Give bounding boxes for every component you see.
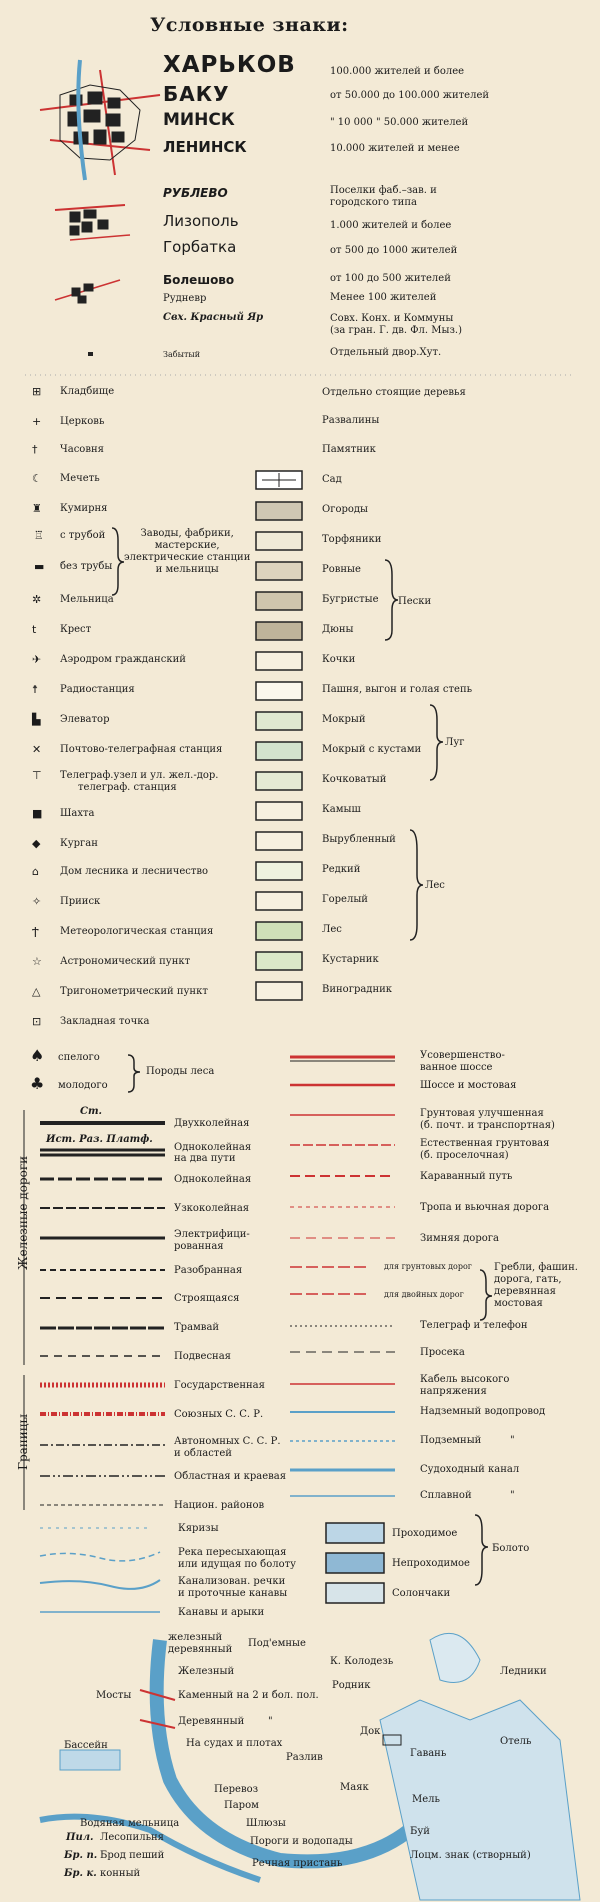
tree-young-icon: ♣: [30, 1074, 45, 1093]
bottom-label: Бассейн: [64, 1740, 108, 1751]
rail-label: Одноколейная: [174, 1142, 252, 1153]
road-label: Зимняя дорога: [420, 1233, 499, 1244]
bottom-abbr: Бр. п.: [64, 1850, 98, 1861]
settlement-name: РУБЛЕВО: [163, 186, 228, 200]
road-label: Гребли, фашин.: [494, 1262, 578, 1273]
road-label: Шоссе и мостовая: [420, 1080, 517, 1091]
group-sands: Пески: [398, 596, 432, 607]
left-symbol-label: Курган: [60, 838, 98, 849]
road-label: Усовершенство-: [420, 1050, 505, 1061]
left-symbol-label: Прииск: [60, 896, 101, 907]
settlement-desc: " 10 000 " 50.000 жителей: [330, 117, 469, 128]
road-label: (б. почт. и транспортная): [420, 1120, 555, 1131]
right-symbol-label: Дюны: [322, 624, 354, 635]
forest-old: молодого: [58, 1080, 108, 1091]
factories-line: и мельницы: [155, 564, 219, 575]
border-label: Союзных С. С. Р.: [174, 1409, 264, 1420]
road-label: напряжения: [420, 1386, 487, 1397]
settlement-desc: 100.000 жителей и более: [330, 66, 465, 77]
bottom-label: Гавань: [410, 1748, 447, 1759]
border-lines: [40, 1385, 165, 1505]
road-label: Тропа и вьючная дорога: [420, 1202, 550, 1213]
bottom-label: На судах и плотах: [186, 1738, 283, 1749]
rail-label: Узкоколейная: [174, 1203, 250, 1214]
bottom-label: Родник: [332, 1680, 371, 1691]
left-symbol-label: Крест: [60, 624, 92, 635]
right-symbol-label: Торфяники: [322, 534, 382, 545]
road-label: для грунтовых дорог: [384, 1262, 472, 1271]
bottom-label: Буй: [410, 1826, 430, 1837]
bottom-label: Мосты: [96, 1690, 132, 1701]
bottom-label: ": [268, 1716, 273, 1727]
right-symbol-label: Кочковатый: [322, 774, 387, 785]
bottom-abbr: Бр. к.: [64, 1868, 97, 1879]
bottom-label: Маяк: [340, 1782, 369, 1793]
right-symbol-label: Отдельно стоящие деревья: [322, 387, 466, 398]
settlement-desc: 10.000 жителей и менее: [330, 143, 460, 154]
bottom-label: Речная пристань: [252, 1858, 343, 1869]
right-symbol-label: Вырубленный: [322, 834, 396, 845]
right-symbol-label: Горелый: [322, 894, 368, 905]
bottom-label: Разлив: [286, 1752, 323, 1763]
left-symbol-label: Мельница: [60, 594, 114, 605]
bottom-abbr: Пил.: [66, 1832, 94, 1843]
right-symbol-label: Развалины: [322, 415, 380, 426]
settlement-name: Горбатка: [163, 238, 237, 256]
settlement-desc: Поселки фаб.–зав. и: [330, 185, 437, 196]
border-label: и областей: [174, 1448, 232, 1459]
forest-types: Породы леса: [146, 1066, 215, 1077]
left-symbol-label: без трубы: [60, 561, 113, 572]
bottom-label: Мель: [412, 1794, 440, 1805]
road-label: Судоходный канал: [420, 1464, 520, 1475]
borders-side-label: Границы: [16, 1413, 30, 1470]
left-symbol-icon: ■: [32, 807, 43, 820]
road-label: Естественная грунтовая: [420, 1138, 550, 1149]
road-label: ": [510, 1490, 515, 1501]
settlement-desc: Совх. Конх. и Коммуны: [330, 313, 454, 324]
factories-line: электрические станции: [124, 552, 251, 563]
settlement-desc: Отдельный двор.Хут.: [330, 347, 442, 358]
left-symbol-icon: ✧: [32, 895, 42, 908]
settlement-name: ЛЕНИНСК: [163, 138, 247, 156]
left-symbol-icon: ♖: [34, 529, 44, 542]
border-label: Национ. районов: [174, 1500, 265, 1511]
settlement-desc: (за гран. Г. дв. Фл. Мыз.): [330, 325, 462, 336]
rail-label: Разобранная: [174, 1265, 243, 1276]
left-symbol-label: Кумирня: [60, 503, 108, 514]
left-symbol-icon: ⊞: [32, 385, 42, 398]
settlement-desc: 1.000 жителей и более: [330, 220, 452, 231]
road-lines: [290, 1057, 395, 1496]
rail-label: Одноколейная: [174, 1174, 252, 1185]
village-plan-small: [55, 280, 120, 303]
left-symbol-icon: ☨: [32, 683, 38, 696]
left-symbol-label: Церковь: [60, 416, 105, 427]
hydro-label: Река пересыхающая: [178, 1547, 287, 1558]
bottom-label: Каменный на 2 и бол. пол.: [178, 1690, 319, 1701]
left-symbol-icon: ◆: [32, 837, 41, 850]
left-symbol-label: Мечеть: [60, 473, 100, 484]
right-symbol-label: Пашня, выгон и голая степь: [322, 684, 473, 695]
left-symbol-icon: t: [32, 623, 37, 636]
road-label: Караванный путь: [420, 1171, 513, 1182]
right-symbol-label: Мокрый: [322, 714, 366, 725]
hydro-label: Проходимое: [392, 1528, 458, 1539]
left-symbol-icon: ☆: [32, 955, 42, 968]
left-symbol-label: телеграф. станция: [78, 782, 177, 793]
bottom-label: Брод пеший: [100, 1850, 165, 1861]
right-symbol-label: Огороды: [322, 504, 368, 515]
left-symbol-label: с трубой: [60, 530, 106, 541]
hydro-label: или идущая по болоту: [178, 1559, 297, 1570]
left-symbol-icon: +: [32, 415, 42, 428]
bottom-label: конный: [100, 1868, 141, 1879]
left-symbol-icon: ✲: [32, 593, 42, 606]
road-label: деревянная: [494, 1286, 556, 1297]
left-symbol-icon: △: [32, 985, 41, 998]
rail-label: Электрифици-: [174, 1229, 250, 1240]
left-symbol-icon: ▬: [34, 560, 45, 573]
right-symbol-label: Виноградник: [322, 984, 393, 995]
left-symbol-icon: ♜: [32, 502, 42, 515]
bottom-label: Ледники: [500, 1666, 547, 1677]
left-symbol-icon: ⊤: [32, 769, 42, 782]
left-symbol-label: Элеватор: [60, 714, 110, 725]
bottom-label: Перевоз: [214, 1784, 259, 1795]
rail-label: на два пути: [174, 1153, 236, 1164]
hydro-label: и проточные канавы: [178, 1588, 288, 1599]
right-symbol-label: Сад: [322, 474, 342, 485]
page-title: Условные знаки:: [150, 14, 349, 36]
right-symbol-label: Лес: [322, 924, 342, 935]
right-symbol-label: Кочки: [322, 654, 356, 665]
left-symbol-icon: ✈: [32, 653, 42, 666]
rail-label: Трамвай: [174, 1322, 220, 1333]
railway-lines: [40, 1123, 165, 1356]
settlement-name: Лизополь: [163, 212, 239, 230]
settlement-name: Рудневр: [163, 293, 207, 304]
rail-stops: Ист. Раз. Платф.: [46, 1134, 153, 1145]
rail-label: Двухколейная: [174, 1118, 250, 1129]
road-label: Телеграф и телефон: [420, 1320, 528, 1331]
right-symbol-label: Ровные: [322, 564, 361, 575]
road-label: дорога, гать,: [494, 1274, 562, 1285]
hydro-label: Канавы и арыки: [178, 1607, 265, 1618]
hydro-label: Канализован. речки: [178, 1576, 286, 1587]
border-label: Областная и краевая: [174, 1471, 287, 1482]
hydro-lines: [40, 1528, 160, 1612]
group-forest: Лес: [425, 880, 445, 891]
left-symbol-icon: ⌂: [32, 865, 39, 878]
single-yard-icon: [88, 352, 93, 356]
road-label: Сплавной: [420, 1490, 472, 1501]
road-label: для двойных дорог: [384, 1290, 464, 1299]
left-symbol-icon: ✕: [32, 743, 42, 756]
bottom-label: Деревянный: [178, 1716, 245, 1727]
rail-label: рованная: [174, 1241, 224, 1252]
left-symbol-label: Часовня: [60, 444, 104, 455]
right-symbol-label: Бугристые: [322, 594, 379, 605]
left-symbol-icon: Ϯ: [32, 925, 39, 938]
settlement-name: БАКУ: [163, 82, 230, 106]
left-symbol-icon: ⊡: [32, 1015, 42, 1028]
left-symbol-label: Почтово-телеграфная станция: [60, 744, 223, 755]
city-plan-large: [40, 60, 160, 180]
area-swatches: [256, 471, 387, 1603]
right-symbol-label: Мокрый с кустами: [322, 744, 422, 755]
bottom-label: Водяная мельница: [80, 1818, 180, 1829]
left-symbol-label: Шахта: [60, 808, 95, 819]
settlement-desc: от 100 до 500 жителей: [330, 273, 451, 284]
rail-label: Строящаяся: [174, 1293, 240, 1304]
left-symbol-label: Метеорологическая станция: [60, 926, 214, 937]
left-symbol-label: Дом лесника и лесничество: [60, 866, 209, 877]
road-label: Грунтовая улучшенная: [420, 1108, 544, 1119]
bottom-label: К. Колодезь: [330, 1656, 394, 1667]
bottom-label: Лоцм. знак (створный): [410, 1850, 531, 1861]
settlement-name: Забытый: [163, 350, 201, 359]
left-symbol-label: Закладная точка: [60, 1016, 150, 1027]
hydro-label: Болото: [492, 1543, 530, 1554]
road-label: Кабель высокого: [420, 1374, 510, 1385]
settlement-desc: Менее 100 жителей: [330, 292, 437, 303]
left-symbol-label: Кладбище: [60, 386, 115, 397]
road-label: (б. проселочная): [420, 1150, 509, 1161]
rail-station: Ст.: [80, 1106, 103, 1117]
factories-label: [124, 528, 250, 576]
factories-line: Заводы, фабрики,: [140, 528, 234, 539]
rail-label: Подвесная: [174, 1351, 231, 1362]
border-label: Автономных С. С. Р.: [174, 1436, 281, 1447]
left-symbol-label: Телеграф.узел и ул. жел.-дор.: [60, 770, 219, 781]
left-symbol-icon: ▙: [32, 713, 41, 726]
settlement-name: ХАРЬКОВ: [163, 52, 296, 78]
right-symbol-label: Камыш: [322, 804, 361, 815]
settlement-name: МИНСК: [163, 110, 235, 130]
bottom-label: Шлюзы: [246, 1818, 286, 1829]
bottom-label: Пороги и водопады: [250, 1836, 353, 1847]
railways-side-label: Железные дороги: [16, 1155, 30, 1270]
right-symbol-label: Кустарник: [322, 954, 379, 965]
hydro-label: Непроходимое: [392, 1558, 470, 1569]
left-symbol-label: Радиостанция: [60, 684, 135, 695]
bottom-label: деревянный: [168, 1644, 233, 1655]
settlement-desc: городского типа: [330, 197, 417, 208]
factories-line: мастерские,: [154, 540, 220, 551]
road-label: Подземный: [420, 1435, 482, 1446]
bottom-label: Лесопильня: [100, 1832, 164, 1843]
road-label: Надземный водопровод: [420, 1406, 546, 1417]
left-symbol-label: Аэродром гражданский: [60, 654, 186, 665]
left-symbol-icon: ☾: [32, 472, 42, 485]
town-plan-medium: [55, 205, 130, 240]
border-label: Государственная: [174, 1380, 265, 1391]
road-label: Просека: [420, 1347, 465, 1358]
bottom-label: Отель: [500, 1736, 532, 1747]
forest-young: спелого: [58, 1052, 100, 1063]
group-meadow: Луг: [445, 737, 465, 748]
bottom-label: Под'емные: [248, 1638, 306, 1649]
road-label: мостовая: [494, 1298, 543, 1309]
left-symbol-label: Тригонометрический пункт: [60, 986, 208, 997]
bottom-label: Железный: [178, 1666, 235, 1677]
hydro-label: Кяризы: [178, 1523, 219, 1534]
settlement-name: Свх. Красный Яр: [163, 312, 264, 323]
right-symbol-label: Памятник: [322, 444, 376, 455]
tree-icon: ♠: [30, 1046, 45, 1065]
settlement-name: Болешово: [163, 273, 235, 287]
settlement-desc: от 50.000 до 100.000 жителей: [330, 90, 490, 101]
bottom-label: Паром: [224, 1800, 259, 1811]
left-symbol-icon: †: [32, 443, 38, 456]
road-label: ванное шоссе: [420, 1062, 493, 1073]
bottom-label: Док: [360, 1726, 381, 1737]
road-label: ": [510, 1435, 515, 1446]
left-symbol-label: Астрономический пункт: [60, 956, 191, 967]
hydro-label: Солончаки: [392, 1588, 451, 1599]
settlement-desc: от 500 до 1000 жителей: [330, 245, 458, 256]
right-symbol-label: Редкий: [322, 864, 361, 875]
bottom-label: железный: [168, 1632, 223, 1643]
